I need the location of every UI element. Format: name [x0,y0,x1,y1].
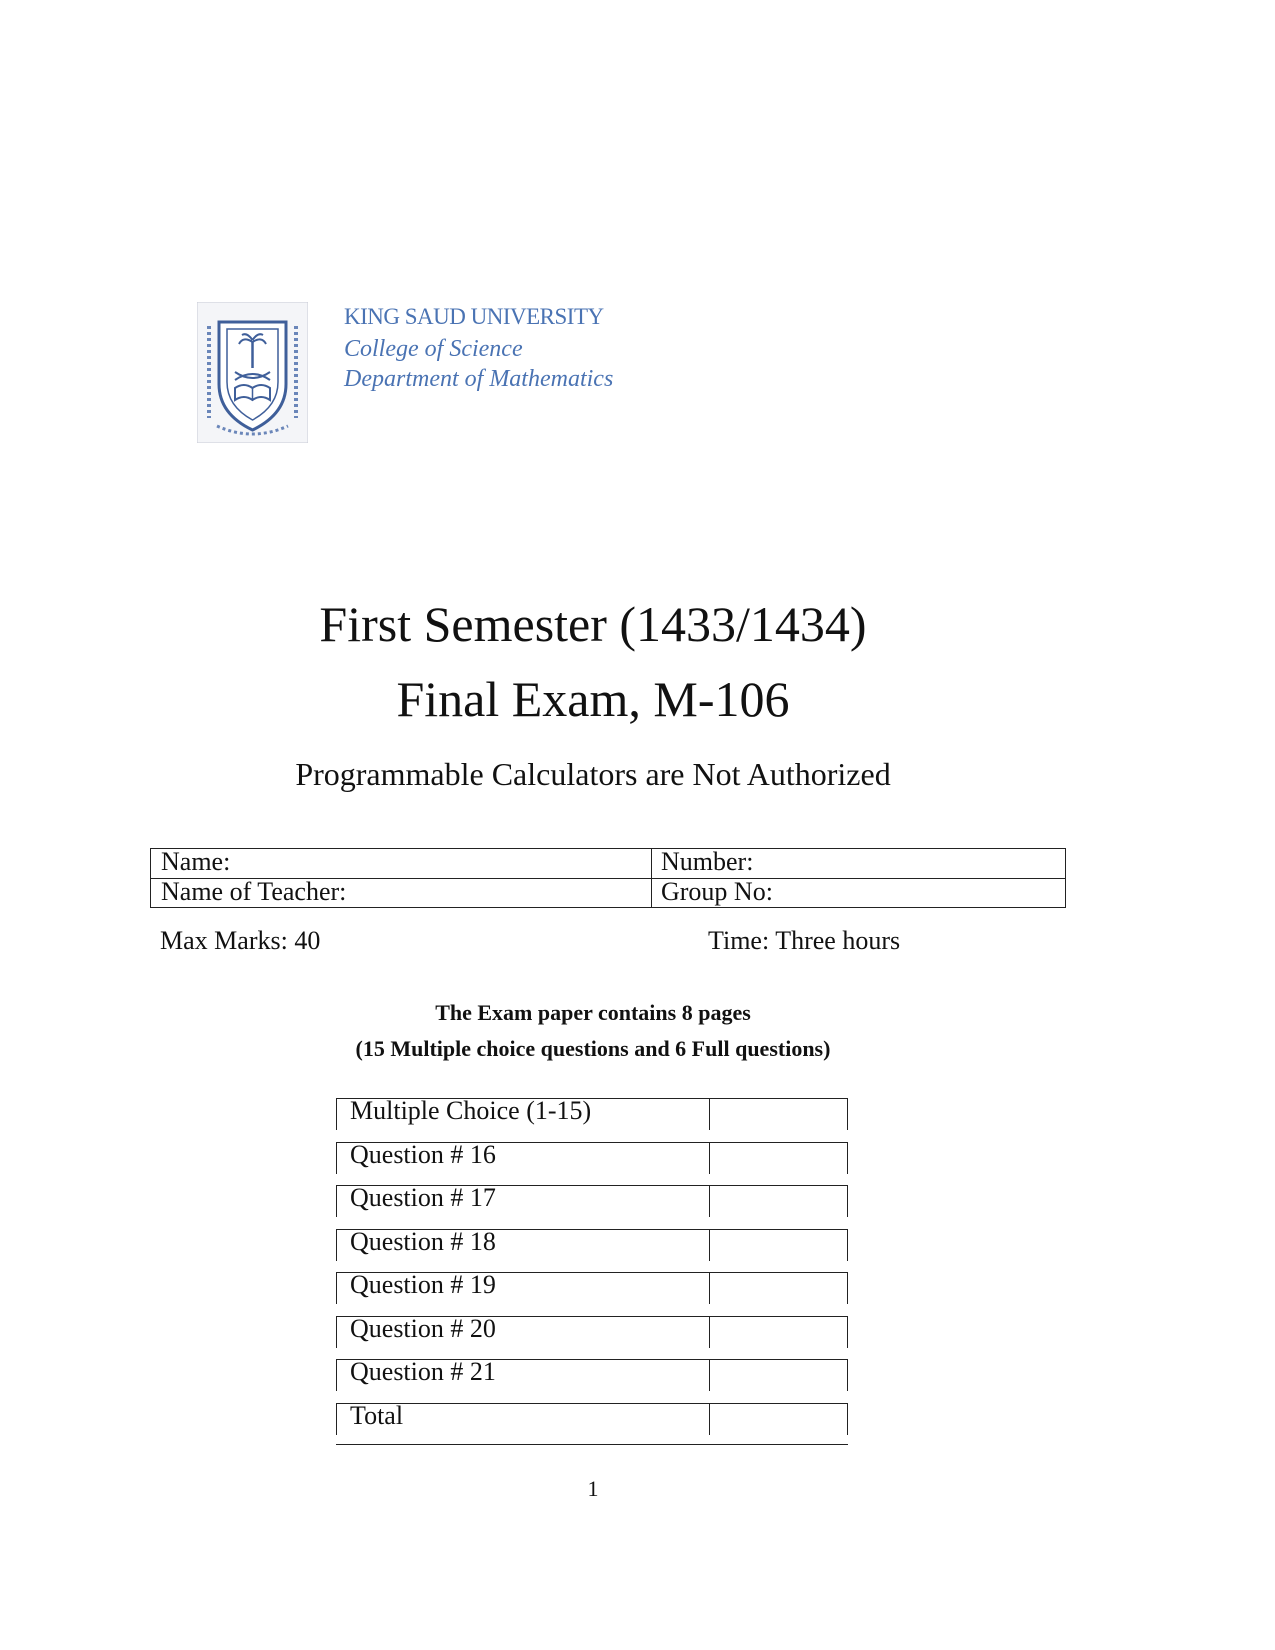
max-marks: Max Marks: 40 [160,926,321,955]
student-info-table [150,848,1066,908]
calculator-notice: Programmable Calculators are Not Authorized [295,756,891,792]
score-row-total [336,1403,848,1435]
score-row-label: Total [350,1401,404,1430]
score-table [336,1098,848,1448]
score-row [336,1316,848,1348]
score-row [336,1272,848,1304]
university-name: KING SAUD UNIVERSITY [344,304,604,329]
score-row-label: Question # 18 [350,1227,496,1256]
page-count-note: The Exam paper contains 8 pages [435,1000,751,1025]
score-row [336,1359,848,1391]
score-row-label: Question # 17 [350,1183,496,1212]
score-row-label: Question # 21 [350,1357,496,1386]
score-row [336,1229,848,1261]
college-name: College of Science [344,336,523,362]
score-row [336,1142,848,1174]
teacher-field[interactable]: Name of Teacher: [161,877,347,906]
score-row [336,1098,848,1130]
university-logo [197,302,308,443]
exam-title: Final Exam, M-106 [396,671,790,727]
question-count-note: (15 Multiple choice questions and 6 Full questions) [355,1036,831,1061]
score-row-label: Question # 19 [350,1270,496,1299]
name-field[interactable]: Name: [161,847,231,876]
group-field[interactable]: Group No: [661,877,773,906]
score-row-label: Question # 16 [350,1140,496,1169]
score-row-label: Question # 20 [350,1314,496,1343]
department-name: Department of Mathematics [344,366,614,392]
page-number: 1 [587,1476,599,1501]
semester-title: First Semester (1433/1434) [319,596,867,652]
score-row-label: Multiple Choice (1-15) [350,1096,592,1125]
score-row [336,1185,848,1217]
number-field[interactable]: Number: [661,847,754,876]
exam-time: Time: Three hours [708,926,901,955]
